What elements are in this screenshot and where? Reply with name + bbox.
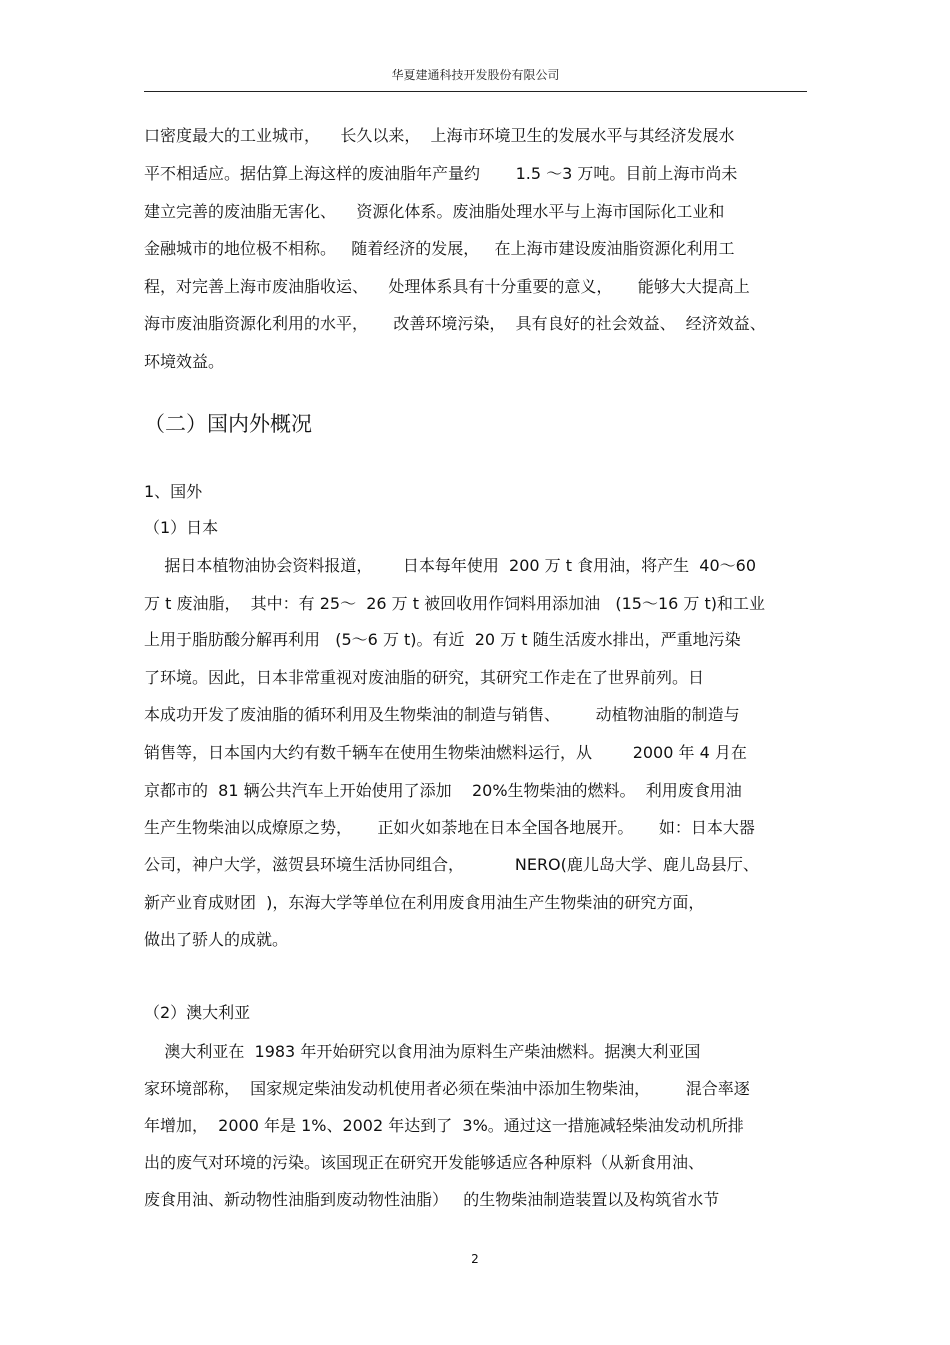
text-line: 了环境。因此，日本非常重视对废油脂的研究，其研究工作走在了世界前列。日 [144, 668, 705, 687]
text-line: 建立完善的废油脂无害化、 资源化体系。废油脂处理水平与上海市国际化工业和 [144, 202, 725, 221]
subsection-title: 1、国外 [144, 482, 203, 501]
subsection-title: （2）澳大利亚 [144, 1003, 251, 1022]
text-line: 出的废气对环境的污染。该国现正在研究开发能够适应各种原料（从新食用油、 [144, 1153, 705, 1172]
text-line: 海市废油脂资源化利用的水平， 改善环境污染， 具有良好的社会效益、 经济效益、 [144, 314, 766, 333]
text-line: 新产业育成财团 )，东海大学等单位在利用废食用油生产生物柴油的研究方面， [144, 893, 705, 912]
subsection-title: （1）日本 [144, 518, 219, 537]
text-line: 程，对完善上海市废油脂收运、 处理体系具有十分重要的意义， 能够大大提高上 [144, 277, 750, 296]
text-line: 本成功开发了废油脂的循环利用及生物柴油的制造与销售、 动植物油脂的制造与 [144, 705, 740, 724]
header-rule [144, 91, 807, 92]
text-line: 销售等，日本国内大约有数千辆车在使用生物柴油燃料运行，从 2000 年 4 月在 [144, 743, 747, 762]
text-line: 金融城市的地位极不相称。 随着经济的发展， 在上海市建设废油脂资源化利用工 [144, 239, 735, 258]
text-line: 环境效益。 [144, 352, 225, 371]
text-line: 口密度最大的工业城市， 长久以来， 上海市环境卫生的发展水平与其经济发展水 [144, 126, 735, 145]
text-line: 生产生物柴油以成燎原之势， 正如火如荼地在日本全国各地展开。 如：日本大器 [144, 818, 755, 837]
text-line: 做出了骄人的成就。 [144, 930, 289, 949]
text-line: 年增加， 2000 年是 1%、2002 年达到了 3%。通过这一措施减轻柴油发动机所排 [144, 1116, 744, 1135]
page-header: 华夏建通科技开发股份有限公司 [391, 68, 560, 82]
text-line: 家环境部称， 国家规定柴油发动机使用者必须在柴油中添加生物柴油， 混合率逐 [144, 1079, 750, 1098]
text-line: 据日本植物油协会资料报道， 日本每年使用 200 万 t 食用油，将产生 40～60 [144, 556, 756, 575]
text-line: 上用于脂肪酸分解再利用 (5～6 万 t)。有近 20 万 t 随生活废水排出，严重地污染 [144, 630, 741, 649]
text-line: 澳大利亚在 1983 年开始研究以食用油为原料生产柴油燃料。据澳大利亚国 [144, 1042, 701, 1061]
page-number: 2 [471, 1252, 479, 1266]
text-line: 平不相适应。据估算上海这样的废油脂年产量约 1.5 ～3 万吨。目前上海市尚未 [144, 164, 738, 183]
text-line: 京都市的 81 辆公共汽车上开始使用了添加 20%生物柴油的燃料。 利用废食用油 [144, 781, 742, 800]
text-line: 万 t 废油脂， 其中：有 25～ 26 万 t 被回收用作饲料用添加油 (15～16 万 t)和工业 [144, 594, 766, 613]
text-line: 公司，神户大学，滋贺县环境生活协同组合， NERO(鹿儿岛大学、鹿儿岛县厅、 [144, 855, 759, 874]
section-heading: （二）国内外概况 [144, 412, 312, 436]
text-line: 废食用油、新动物性油脂到废动物性油脂） 的生物柴油制造装置以及构筑省水节 [144, 1190, 720, 1209]
